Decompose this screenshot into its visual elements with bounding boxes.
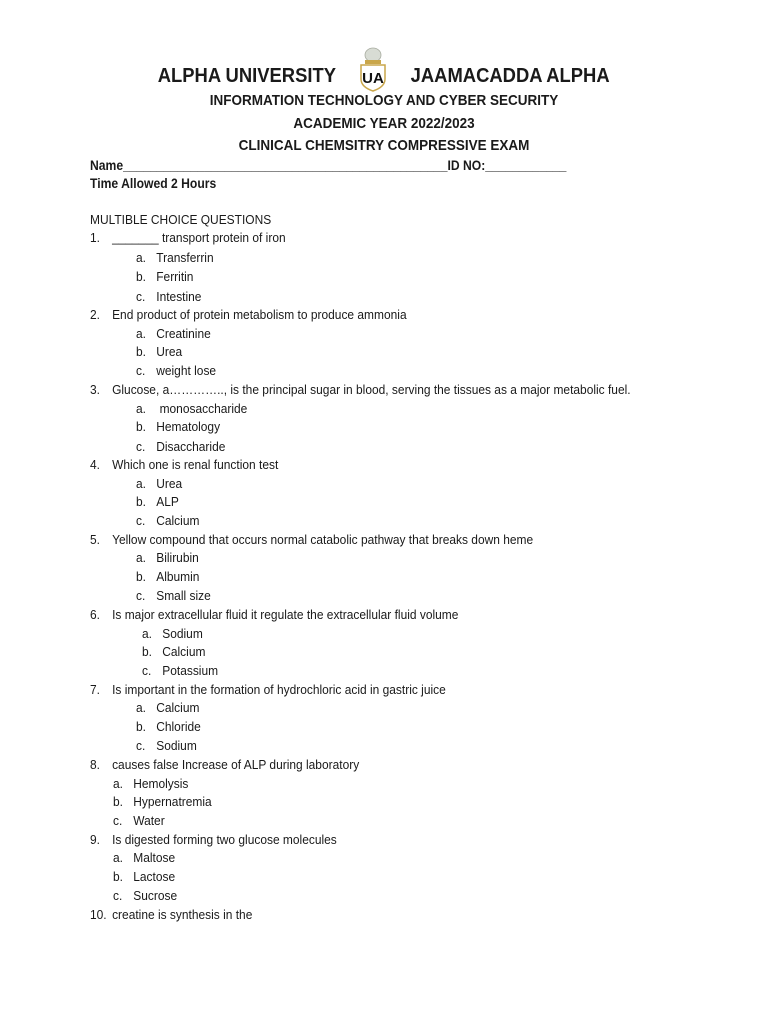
id-field[interactable]: ____________ (485, 158, 567, 173)
option-letter: c. (136, 439, 146, 454)
answer-option[interactable] (136, 419, 220, 434)
logo-text: UA (361, 70, 384, 87)
name-id-line (90, 158, 566, 173)
option-text: Albumin (156, 569, 200, 584)
question-7 (90, 682, 446, 697)
option-text: ALP (156, 494, 179, 509)
answer-option[interactable] (136, 326, 211, 341)
question-number: 10. (90, 907, 107, 922)
option-text: Calcium (162, 644, 206, 659)
option-letter: b. (136, 269, 146, 284)
option-text: Water (133, 813, 165, 828)
answer-option[interactable] (136, 439, 225, 454)
question-text: creatine is synthesis in the (112, 907, 253, 922)
option-text: Sodium (156, 738, 197, 753)
answer-option[interactable] (136, 569, 199, 584)
question-text: _______ transport protein of iron (112, 230, 286, 245)
question-text: End product of protein metabolism to produce ammonia (112, 307, 407, 322)
answer-option[interactable] (113, 794, 212, 809)
answer-option[interactable] (136, 738, 197, 753)
question-10 (90, 907, 252, 922)
option-text: Urea (156, 476, 183, 491)
option-text: Intestine (156, 289, 202, 304)
question-number: 5. (90, 532, 100, 547)
question-text: causes false Increase of ALP during laboratory (112, 757, 360, 772)
option-letter: a. (142, 626, 152, 641)
option-letter: b. (113, 869, 123, 884)
answer-option[interactable] (136, 700, 199, 715)
option-text: Urea (156, 344, 183, 359)
question-number: 8. (90, 757, 100, 772)
answer-option[interactable] (142, 626, 203, 641)
option-text: monosaccharide (156, 401, 248, 416)
answer-option[interactable] (113, 850, 175, 865)
question-number: 6. (90, 607, 100, 622)
question-number: 2. (90, 307, 100, 322)
question-text: Glucose, a………….., is the principal sugar in blood, serving the tissues as a major metabolic fuel. (112, 382, 631, 397)
option-letter: a. (136, 250, 146, 265)
name-field[interactable]: ________________________________________________ (123, 158, 448, 173)
option-text: Sodium (162, 626, 203, 641)
faculty-heading: INFORMATION TECHNOLOGY AND CYBER SECURITY (209, 92, 559, 109)
option-text: Maltose (133, 850, 176, 865)
question-2 (90, 307, 407, 322)
option-text: Chloride (156, 719, 201, 734)
option-letter: b. (136, 344, 146, 359)
option-letter: c. (136, 738, 146, 753)
option-letter: c. (142, 663, 152, 678)
option-text: Sucrose (133, 888, 178, 903)
option-letter: b. (136, 569, 146, 584)
option-letter: a. (136, 700, 146, 715)
question-5 (90, 532, 533, 547)
answer-option[interactable] (136, 588, 211, 603)
question-number: 1. (90, 230, 100, 245)
question-text: Is major extracellular fluid it regulate the extracellular fluid volume (112, 607, 459, 622)
option-letter: a. (136, 476, 146, 491)
answer-option[interactable] (113, 776, 188, 791)
option-letter: c. (136, 363, 146, 378)
option-text: Lactose (133, 869, 176, 884)
question-1 (90, 230, 286, 245)
option-letter: b. (113, 794, 123, 809)
answer-option[interactable] (136, 401, 247, 416)
option-text: Transferrin (156, 250, 214, 265)
option-text: Ferritin (156, 269, 194, 284)
option-letter: a. (136, 550, 146, 565)
answer-option[interactable] (136, 363, 216, 378)
option-text: Calcium (156, 700, 200, 715)
option-text: Creatinine (156, 326, 211, 341)
option-letter: b. (136, 719, 146, 734)
question-number: 9. (90, 832, 100, 847)
option-letter: c. (113, 813, 123, 828)
answer-option[interactable] (136, 550, 199, 565)
option-letter: b. (136, 494, 146, 509)
title-row (0, 58, 768, 94)
option-letter: a. (136, 401, 146, 416)
university-name-english: ALPHA UNIVERSITY (157, 64, 336, 87)
option-letter: c. (136, 513, 146, 528)
answer-option[interactable] (113, 813, 165, 828)
university-name-somali: JAAMACADDA ALPHA (410, 64, 610, 87)
option-text: Bilirubin (156, 550, 199, 565)
question-text: Which one is renal function test (112, 457, 279, 472)
answer-option[interactable] (136, 250, 214, 265)
option-letter: c. (113, 888, 123, 903)
time-allowed: Time Allowed 2 Hours (90, 176, 217, 191)
answer-option[interactable] (136, 269, 193, 284)
section-title: MULTIBLE CHOICE QUESTIONS (90, 212, 272, 227)
question-text: Is digested forming two glucose molecules (112, 832, 337, 847)
question-number: 4. (90, 457, 100, 472)
academic-year-heading: ACADEMIC YEAR 2022/2023 (293, 115, 475, 132)
answer-option[interactable] (136, 344, 182, 359)
name-label: Name (90, 158, 124, 173)
question-4 (90, 457, 278, 472)
answer-option[interactable] (113, 869, 175, 884)
option-text: Calcium (156, 513, 200, 528)
option-letter: c. (136, 289, 146, 304)
question-number: 3. (90, 382, 100, 397)
option-letter: b. (142, 644, 152, 659)
option-text: Hemolysis (133, 776, 189, 791)
option-text: Hematology (156, 419, 221, 434)
option-letter: a. (113, 850, 123, 865)
exam-title-heading: CLINICAL CHEMSITRY COMPRESSIVE EXAM (238, 137, 530, 154)
option-text: Hypernatremia (133, 794, 212, 809)
option-text: Disaccharide (156, 439, 226, 454)
answer-option[interactable] (142, 644, 205, 659)
option-letter: c. (136, 588, 146, 603)
option-text: weight lose (156, 363, 217, 378)
question-text: Yellow compound that occurs normal catabolic pathway that breaks down heme (112, 532, 534, 547)
answer-option[interactable] (136, 289, 201, 304)
option-letter: a. (113, 776, 123, 791)
option-letter: b. (136, 419, 146, 434)
question-6 (90, 607, 458, 622)
answer-option[interactable] (136, 513, 199, 528)
question-8 (90, 757, 359, 772)
id-label: ID NO: (447, 158, 486, 173)
answer-option[interactable] (136, 494, 179, 509)
answer-option[interactable] (136, 719, 201, 734)
answer-option[interactable] (113, 888, 177, 903)
university-logo-icon (356, 47, 390, 93)
question-number: 7. (90, 682, 100, 697)
option-text: Small size (156, 588, 211, 603)
question-3 (90, 382, 631, 397)
answer-option[interactable] (136, 476, 182, 491)
answer-option[interactable] (142, 663, 218, 678)
question-text: Is important in the formation of hydrochloric acid in gastric juice (112, 682, 446, 697)
option-text: Potassium (162, 663, 219, 678)
question-9 (90, 832, 337, 847)
option-letter: a. (136, 326, 146, 341)
